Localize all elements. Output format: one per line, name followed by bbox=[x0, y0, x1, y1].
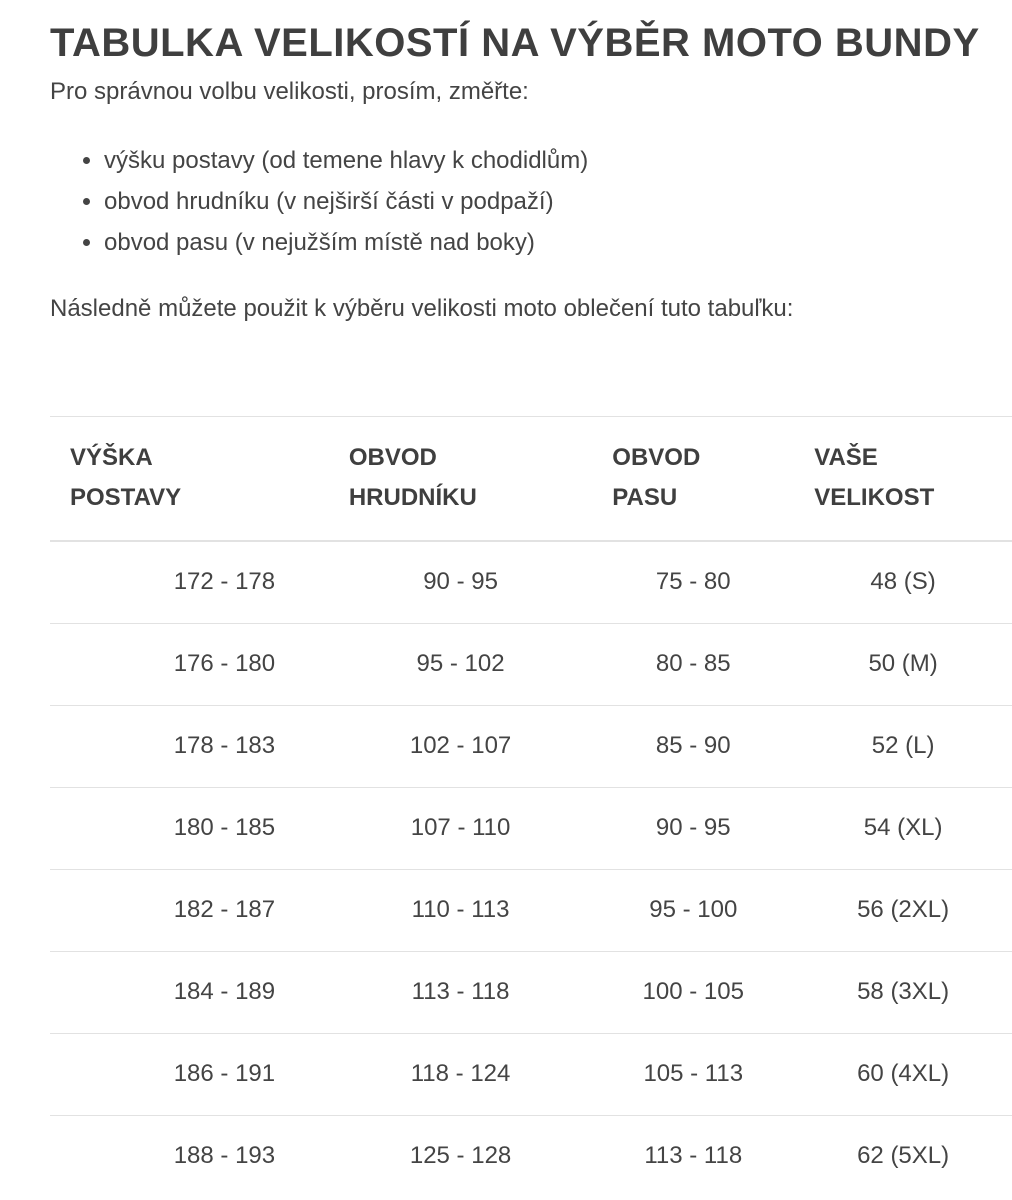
cell-waist: 95 - 100 bbox=[649, 896, 738, 923]
cell-height: 188 - 193 bbox=[173, 1142, 276, 1170]
cell-chest: 95 - 102 bbox=[416, 650, 505, 677]
followup-text: Následně můžete použit k výběru velikosti moto oblečení tuto tabuľku: bbox=[50, 295, 794, 322]
measurement-item-height: • výšku postavy (od temene hlavy k chodidlům) bbox=[104, 140, 1012, 181]
size-table-header bbox=[50, 417, 1012, 542]
cell-waist: 100 - 105 bbox=[642, 978, 744, 1005]
table-row bbox=[50, 1115, 1012, 1197]
header-chest: OBVOD HRUDNÍKU bbox=[348, 444, 477, 511]
cell-size: 60 (4XL) bbox=[857, 1060, 950, 1087]
cell-chest: 110 - 113 bbox=[411, 896, 510, 923]
cell-chest: 125 - 128 bbox=[409, 1142, 512, 1170]
measurement-list bbox=[50, 140, 1012, 263]
cell-waist: 105 - 113 bbox=[643, 1060, 744, 1087]
cell-waist: 80 - 85 bbox=[655, 650, 731, 677]
header-waist: OBVOD PASU bbox=[612, 444, 701, 511]
cell-chest: 90 - 95 bbox=[423, 568, 498, 596]
cell-height: 172 - 178 bbox=[173, 568, 276, 596]
cell-size: 52 (L) bbox=[871, 732, 935, 759]
cell-waist: 85 - 90 bbox=[655, 732, 731, 759]
table-row bbox=[50, 1033, 1012, 1115]
cell-chest: 118 - 124 bbox=[410, 1060, 511, 1087]
cell-height: 176 - 180 bbox=[173, 650, 276, 677]
table-row bbox=[50, 869, 1012, 951]
cell-height: 180 - 185 bbox=[173, 814, 276, 841]
header-size: VAŠE VELIKOST bbox=[814, 444, 935, 511]
header-row bbox=[50, 417, 1012, 542]
measurement-item-chest: • obvod hrudníku (v nejširší části v podpaží) bbox=[104, 181, 1012, 222]
cell-size: 56 (2XL) bbox=[857, 896, 950, 923]
intro-text: Pro správnou volbu velikosti, prosím, změřte: bbox=[50, 78, 529, 105]
table-row bbox=[50, 787, 1012, 869]
size-table bbox=[50, 416, 1012, 1197]
measurement-item-waist: • obvod pasu (v nejužším místě nad boky) bbox=[104, 222, 1012, 263]
cell-size: 58 (3XL) bbox=[857, 978, 950, 1005]
cell-chest: 102 - 107 bbox=[409, 732, 512, 759]
size-table-body bbox=[50, 541, 1012, 1197]
table-row bbox=[50, 541, 1012, 623]
table-row bbox=[50, 951, 1012, 1033]
page-title: TABULKA VELIKOSTÍ NA VÝBĚR MOTO BUNDY bbox=[50, 21, 980, 65]
table-row bbox=[50, 705, 1012, 787]
cell-height: 184 - 189 bbox=[173, 978, 276, 1005]
table-row bbox=[50, 623, 1012, 705]
cell-waist: 113 - 118 bbox=[644, 1142, 743, 1170]
cell-chest: 107 - 110 bbox=[410, 814, 511, 841]
cell-size: 48 (S) bbox=[870, 568, 936, 596]
cell-chest: 113 - 118 bbox=[411, 978, 510, 1005]
size-guide-page bbox=[0, 0, 1012, 324]
header-height: VÝŠKA POSTAVY bbox=[70, 444, 182, 511]
cell-size: 54 (XL) bbox=[863, 814, 943, 841]
cell-size: 50 (M) bbox=[868, 650, 938, 677]
cell-size: 62 (5XL) bbox=[857, 1142, 950, 1170]
cell-height: 186 - 191 bbox=[173, 1060, 276, 1087]
cell-waist: 75 - 80 bbox=[655, 568, 731, 596]
cell-height: 178 - 183 bbox=[173, 732, 276, 759]
cell-height: 182 - 187 bbox=[173, 896, 276, 923]
cell-waist: 90 - 95 bbox=[655, 814, 731, 841]
